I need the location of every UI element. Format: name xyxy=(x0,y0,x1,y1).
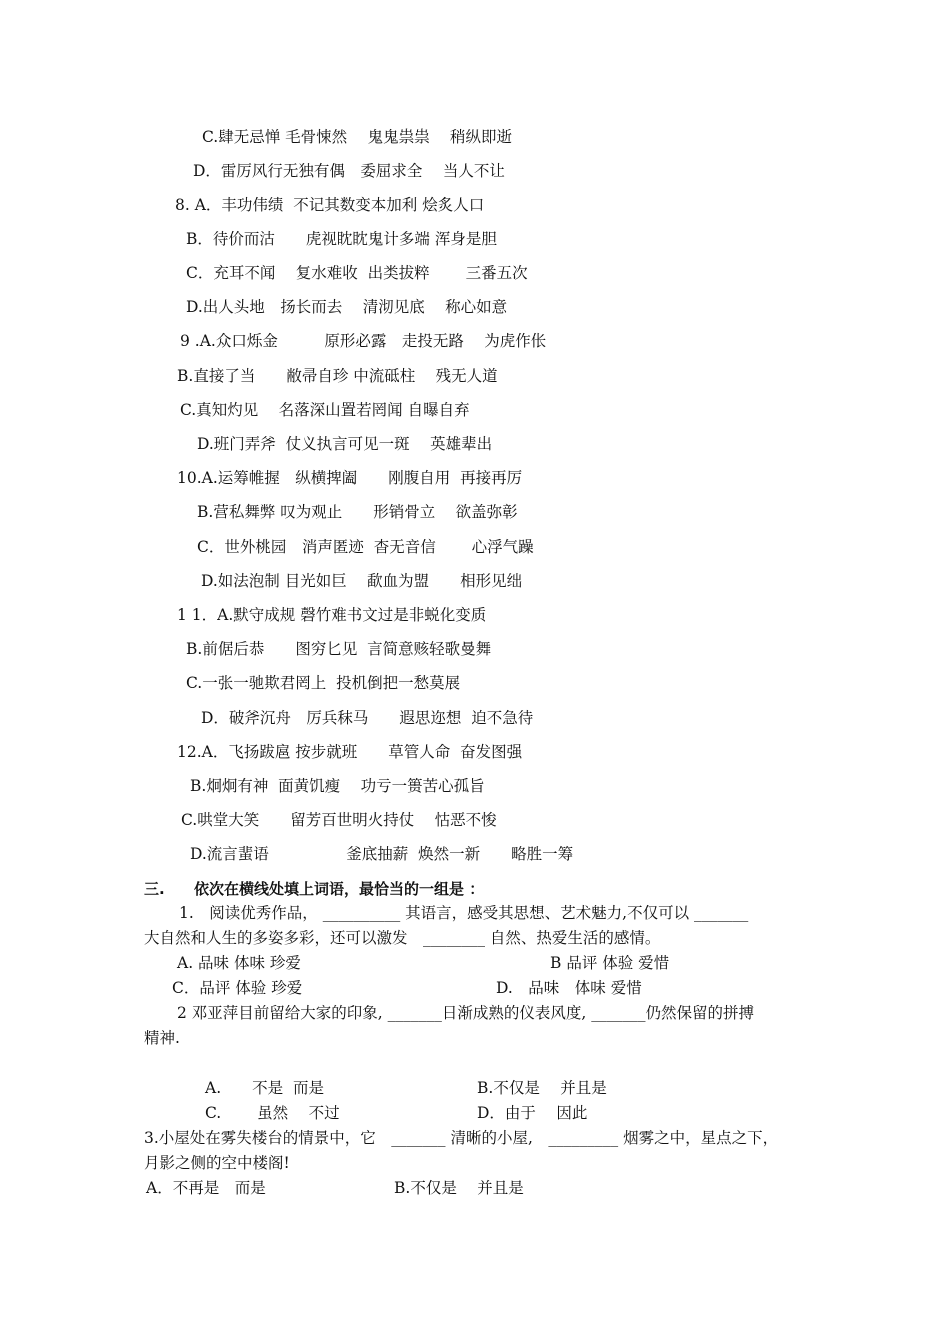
q12-option-b: B.炯炯有神 面黄饥瘦 功亏一篑苦心孤旨 xyxy=(190,777,485,795)
q12-option-c: C.哄堂大笑 留芳百世明火持仗 怙恶不悛 xyxy=(181,811,497,829)
q8-option-a: 8. A．丰功伟绩 不记其数变本加利 烩炙人口 xyxy=(175,196,485,214)
q8-option-d: D.出人头地 扬长而去 清沏见底 称心如意 xyxy=(186,298,508,316)
q1-option-a: A. 品味 体味 珍爱 xyxy=(177,954,301,972)
q3-option-a: A．不再是 而是 xyxy=(146,1179,266,1197)
q1-stem-line2: 大自然和人生的多姿多彩，还可以激发 ________ 自然、热爱生活的感情。 xyxy=(144,929,661,947)
q10-option-d: D.如法泡制 目光如巨 歃血为盟 相形见绌 xyxy=(201,572,523,590)
q3-stem-line2: 月影之侧的空中楼阁! xyxy=(144,1154,290,1172)
q11-option-a: 1 1．A.默守成规 磬竹难书文过是非蜕化变质 xyxy=(177,606,487,624)
q11-option-c: C.一张一驰欺君罔上 投机倒把一愁莫展 xyxy=(186,674,461,692)
q10-option-b: B.营私舞弊 叹为观止 形销骨立 欲盖弥彰 xyxy=(197,503,518,521)
section-heading: 依次在横线处填上词语，最恰当的一组是 ： xyxy=(194,880,485,898)
q10-option-c: C．世外桃园 消声匿迹 杳无音信 心浮气躁 xyxy=(197,538,534,556)
q2-option-b: B.不仅是 并且是 xyxy=(477,1079,607,1097)
q11-option-d: D．破斧沉舟 厉兵秣马 遐思迩想 迫不急待 xyxy=(201,709,534,727)
q1-option-b: B 品评 体验 爱惜 xyxy=(550,954,670,972)
q1-option-c: C．品评 体验 珍爱 xyxy=(172,979,303,997)
q9-option-b: B.直接了当 敝帚自珍 中流砥柱 残无人道 xyxy=(177,367,498,385)
q12-option-d: D.流言蜚语 釜底抽薪 焕然一新 略胜一筹 xyxy=(190,845,574,863)
q10-option-a: 10.A.运筹帷握 纵横捭阖 刚腹自用 再接再厉 xyxy=(177,469,523,487)
q2-stem-line1: 2 邓亚萍目前留给大家的印象, _______日渐成熟的仪表风度, _______仍然保留的拼搏 xyxy=(177,1004,754,1022)
q9-option-d: D.班门弄斧 仗义执言可见一斑 英雄辈出 xyxy=(197,435,493,453)
q3-stem-line1: 3.小屋处在雾失楼台的情景中，它 _______ 清晰的小屋, _________ 烟雾之中，星点之下， xyxy=(144,1129,779,1147)
q7-option-d: D．雷厉风行无独有偶 委屈求全 当人不让 xyxy=(193,162,505,180)
q8-option-b: B．待价而沽 虎视眈眈鬼计多端 浑身是胆 xyxy=(186,230,497,248)
q2-stem-line2: 精神. xyxy=(144,1029,180,1047)
q3-option-b: B.不仅是 并且是 xyxy=(394,1179,524,1197)
q9-option-c: C.真知灼见 名落深山置若罔闻 自曝自弃 xyxy=(180,401,470,419)
q8-option-c: C．充耳不闻 复水难收 出类拔粹 三番五次 xyxy=(186,264,528,282)
q1-option-d: D. 品味 体味 爱惜 xyxy=(496,979,642,997)
q9-option-a: 9 .A.众口烁金 原形必露 走投无路 为虎作伥 xyxy=(180,332,547,350)
q2-option-c: C. 虽然 不过 xyxy=(205,1104,340,1122)
q7-option-c: C.肆无忌惮 毛骨悚然 鬼鬼祟祟 稍纵即逝 xyxy=(202,128,513,146)
section-number: 三. xyxy=(144,880,165,898)
q11-option-b: B.前倨后恭 图穷匕见 言简意赅轻歌曼舞 xyxy=(186,640,492,658)
q2-option-a: A. 不是 而是 xyxy=(205,1079,324,1097)
q2-option-d: D．由于 因此 xyxy=(477,1104,588,1122)
q12-option-a: 12.A．飞扬跋扈 按步就班 草管人命 奋发图强 xyxy=(177,743,523,761)
q1-stem-line1: 1. 阅读优秀作品， __________ 其语言，感受其思想、艺术魅力,不仅可以 _______ xyxy=(179,904,749,922)
